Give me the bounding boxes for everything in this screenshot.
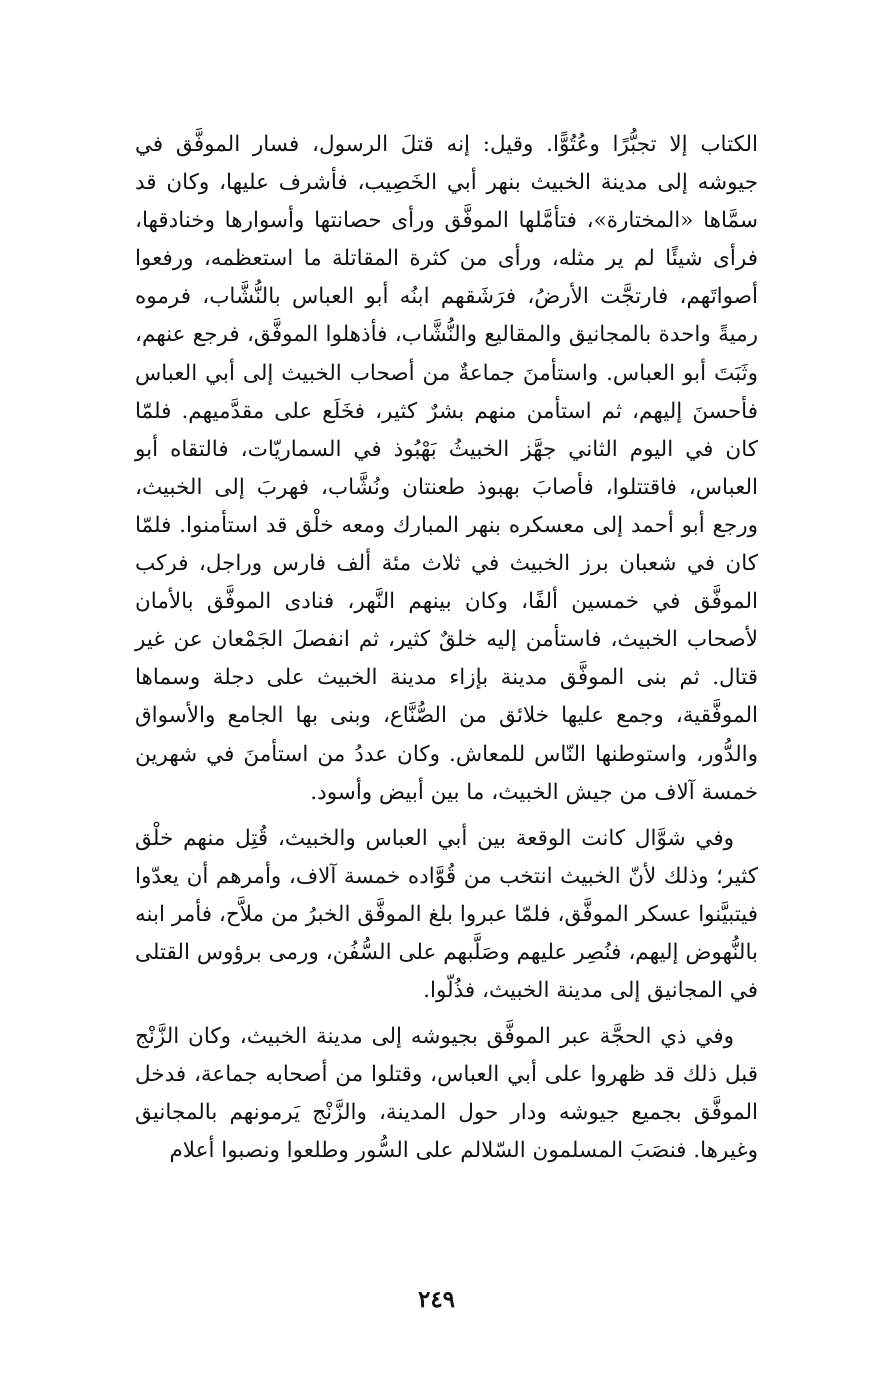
body-text [135, 126, 758, 1171]
page-number: ٢٤٩ [417, 1286, 456, 1313]
paragraph-2: وفي شوَّال كانت الوقعة بين أبي العباس والخبيث، قُتِل منهم خلْق كثير؛ وذلك لأنّ الخبيث انتخب من قُوَّاده خمسة آلاف، وأمرهم أن يعدّوا فيتبيَّنوا عسكر الموفَّق، فلمّا عبروا بلغ الموفَّق الخبرُ من ملاَّح، فأمر ابنه بالنُّهوض إليهم، فنُصِر عليهم وصَلَّبهم على السُّفُن، ورمى برؤوس القتلى في المجانيق إلى مدينة الخبيث، فذُلّوا. [135, 825, 758, 1004]
paragraph-3: وفي ذي الحجَّة عبر الموفَّق بجيوشه إلى مدينة الخبيث، وكان الزَّنْج قبل ذلك قد ظهروا على أبي العباس، وقتلوا من أصحابه جماعة، فدخل الموفَّق بجميع جيوشه ودار حول المدينة، والزَّنْج يَرمونهم بالمجانيق وغيرها. فنصَبَ المسلمون السّلالم على السُّور وطلعوا ونصبوا أعلام [135, 1024, 758, 1164]
paragraph-1: الكتاب إلا تجبُّرًا وعُتُوًّا. وقيل: إنه قتلَ الرسول، فسار الموفَّق في جيوشه إلى مدينة الخبيث بنهر أبي الخَصِيب، فأشرف عليها، وكان قد سمَّاها «المختارة»، فتأمَّلها الموفَّق ورأى حصانتها وأسوارها وخنادقها، فرأى شيئًا لم ير مثله، ورأى من كثرة المقاتلة ما استعظمه، ورفعوا أصواتَهم، فارتجَّت الأرضُ، فرَشَقهم ابنُه أبو العباس بالنُّشَّاب، فرموه رميةً واحدة بالمجانيق والمقاليع والنُّشَّاب، فأذهلوا الموفَّق، فرجع عنهم، وثَبَتَ أبو العباس. واستأمنَ جماعةٌ من أصحاب الخبيث إلى أبي العباس فأحسنَ إليهم، ثم استأمن منهم بشرٌ كثير، فخَلَع على مقدَّميهم. فلمّا كان في اليوم الثاني جهَّز الخبيثُ بَهْبُوذ في السماريّات، فالتقاه أبو العباس، فاقتتلوا، فأصابَ بهبوذ طعنتان ونُشَّاب، فهربَ إلى الخبيث، ورجع أبو أحمد إلى معسكره بنهر المبارك ومعه خلْق قد استأمنوا. فلمّا كان في شعبان برز الخبيث في ثلاث مئة ألف فارس وراجل، فركب الموفَّق في خمسين ألفًا، وكان بينهم النَّهر، فنادى الموفَّق بالأمان لأصحاب الخبيث، فاستأمن إليه خلقٌ كثير، ثم انفصلَ الجَمْعان عن غير قتال. ثم بنى الموفَّق مدينة بإزاء مدينة الخبيث على دجلة وسماها الموفَّقية، وجمع عليها خلائق من الصُّنَّاع، وبنى بها الجامع والأسواق والدُّور، واستوطنها النّاس للمعاش. وكان عددُ من استأمنَ في شهرين خمسة آلاف من جيش الخبيث، ما بين أبيض وأسود. [135, 132, 758, 805]
